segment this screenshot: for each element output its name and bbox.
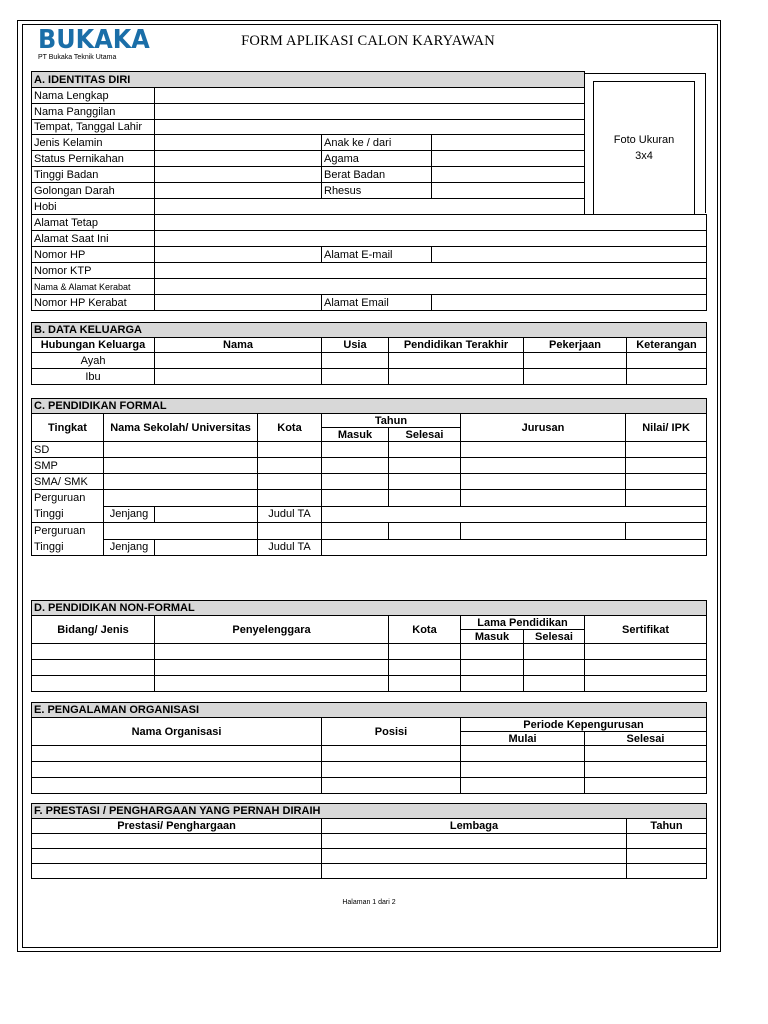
cell[interactable] (585, 778, 707, 794)
cell[interactable] (322, 474, 389, 490)
cell[interactable] (32, 676, 155, 692)
cell[interactable] (258, 523, 322, 540)
col-sekolah: Nama Sekolah/ Universitas (104, 414, 258, 442)
section-b-header: B. DATA KELUARGA (32, 323, 707, 338)
col-mulai: Mulai (461, 732, 585, 746)
field-tinggi[interactable] (155, 167, 322, 183)
field-nama-lengkap[interactable] (155, 88, 585, 104)
cell[interactable] (626, 523, 707, 540)
cell[interactable] (461, 660, 524, 676)
photo-label: Foto Ukuran (613, 134, 675, 146)
cell[interactable] (322, 458, 389, 474)
cell[interactable] (461, 442, 626, 458)
col-nama: Nama (155, 338, 322, 353)
cell[interactable] (389, 353, 524, 369)
cell[interactable] (258, 442, 322, 458)
cell[interactable] (627, 369, 707, 385)
cell[interactable] (104, 442, 258, 458)
cell[interactable] (524, 676, 585, 692)
cell[interactable] (524, 644, 585, 660)
field-hp-kerabat[interactable] (155, 295, 322, 311)
cell[interactable] (32, 746, 322, 762)
cell[interactable] (322, 442, 389, 458)
field-judul-ta-2[interactable] (322, 539, 707, 556)
cell[interactable] (389, 523, 461, 540)
col-kota: Kota (389, 616, 461, 644)
field-alamat-tetap[interactable] (155, 215, 707, 231)
cell[interactable] (585, 762, 707, 778)
page-number: Halaman 1 dari 2 (342, 899, 396, 906)
col-masuk: Masuk (322, 428, 389, 442)
field-berat[interactable] (432, 167, 585, 183)
cell[interactable] (461, 676, 524, 692)
cell[interactable] (389, 676, 461, 692)
col-usia: Usia (322, 338, 389, 353)
col-prestasi: Prestasi/ Penghargaan (32, 819, 322, 834)
cell[interactable] (322, 490, 389, 507)
cell[interactable] (155, 353, 322, 369)
field-nama-panggilan[interactable] (155, 104, 585, 120)
section-d-header: D. PENDIDIKAN NON-FORMAL (32, 601, 707, 616)
col-lembaga: Lembaga (322, 819, 627, 834)
row-sma: SMA/ SMK (32, 474, 104, 490)
cell[interactable] (32, 864, 322, 879)
cell[interactable] (322, 369, 389, 385)
label-golongan: Golongan Darah (32, 183, 155, 199)
cell[interactable] (626, 474, 707, 490)
cell[interactable] (258, 458, 322, 474)
col-selesai: Selesai (524, 630, 585, 644)
cell[interactable] (258, 474, 322, 490)
field-ttl[interactable] (155, 120, 585, 135)
cell[interactable] (461, 523, 626, 540)
cell[interactable] (322, 746, 461, 762)
cell[interactable] (104, 458, 258, 474)
cell[interactable] (389, 458, 461, 474)
cell[interactable] (155, 676, 389, 692)
cell[interactable] (104, 474, 258, 490)
label-ktp: Nomor KTP (32, 263, 155, 279)
col-posisi: Posisi (322, 718, 461, 746)
cell[interactable] (627, 864, 707, 879)
cell[interactable] (32, 644, 155, 660)
cell[interactable] (322, 778, 461, 794)
cell[interactable] (155, 506, 258, 523)
label-alamat-tetap: Alamat Tetap (32, 215, 155, 231)
cell[interactable] (461, 746, 585, 762)
col-selesai: Selesai (585, 732, 707, 746)
cell[interactable] (322, 353, 389, 369)
cell[interactable] (461, 644, 524, 660)
col-sertifikat: Sertifikat (585, 616, 707, 644)
label-jenjang-1: Jenjang (104, 506, 155, 523)
logo-wordmark: BUKAKA (38, 25, 150, 55)
cell[interactable] (32, 849, 322, 864)
label-hobi: Hobi (32, 199, 155, 215)
cell[interactable] (32, 778, 322, 794)
field-jenis-kelamin[interactable] (155, 135, 322, 151)
cell[interactable] (322, 864, 627, 879)
section-b-table (31, 322, 707, 385)
cell[interactable] (322, 834, 627, 849)
row-pt-2: Perguruan Tinggi (32, 523, 104, 556)
label-anak-ke: Anak ke / dari (322, 135, 432, 151)
cell[interactable] (585, 676, 707, 692)
col-tahun: Tahun (627, 819, 707, 834)
col-nama-organisasi: Nama Organisasi (32, 718, 322, 746)
field-email-kerabat[interactable] (432, 295, 707, 311)
label-nama-lengkap: Nama Lengkap (32, 88, 155, 104)
cell[interactable] (322, 849, 627, 864)
label-berat: Berat Badan (322, 167, 432, 183)
label-nama-panggilan: Nama Panggilan (32, 104, 155, 120)
section-f-table (31, 803, 707, 879)
cell[interactable] (155, 539, 258, 556)
cell[interactable] (461, 778, 585, 794)
col-bidang: Bidang/ Jenis (32, 616, 155, 644)
cell[interactable] (155, 369, 322, 385)
row-ayah: Ayah (32, 353, 155, 369)
company-name: PT Bukaka Teknik Utama (38, 54, 117, 61)
photo-size: 3x4 (635, 150, 653, 162)
field-hobi[interactable] (155, 199, 585, 215)
col-periode: Periode Kepengurusan (461, 718, 707, 732)
label-agama: Agama (322, 151, 432, 167)
cell[interactable] (585, 746, 707, 762)
cell[interactable] (32, 762, 322, 778)
col-selesai: Selesai (389, 428, 461, 442)
section-d-table (31, 600, 707, 692)
label-email-kerabat: Alamat Email (322, 295, 432, 311)
cell[interactable] (389, 474, 461, 490)
col-masuk: Masuk (461, 630, 524, 644)
cell[interactable] (155, 660, 389, 676)
field-ktp[interactable] (155, 263, 707, 279)
section-e-header: E. PENGALAMAN ORGANISASI (32, 703, 707, 718)
cell[interactable] (389, 644, 461, 660)
col-hubungan: Hubungan Keluarga (32, 338, 155, 353)
cell[interactable] (322, 523, 389, 540)
col-nilai: Nilai/ IPK (626, 414, 707, 442)
label-tinggi: Tinggi Badan (32, 167, 155, 183)
col-kota: Kota (258, 414, 322, 442)
col-tingkat: Tingkat (32, 414, 104, 442)
label-hp-kerabat: Nomor HP Kerabat (32, 295, 155, 311)
cell[interactable] (626, 458, 707, 474)
label-ttl: Tempat, Tanggal Lahir (32, 120, 155, 135)
label-judul-ta-2: Judul TA (258, 539, 322, 556)
row-pt-1: Perguruan Tinggi (32, 490, 104, 523)
cell[interactable] (155, 644, 389, 660)
label-alamat-kini: Alamat Saat Ini (32, 231, 155, 247)
cell[interactable] (627, 353, 707, 369)
cell[interactable] (461, 458, 626, 474)
cell[interactable] (461, 762, 585, 778)
col-pendidikan: Pendidikan Terakhir (389, 338, 524, 353)
cell[interactable] (32, 660, 155, 676)
col-penyelenggara: Penyelenggara (155, 616, 389, 644)
cell[interactable] (627, 849, 707, 864)
cell[interactable] (389, 660, 461, 676)
section-f-header: F. PRESTASI / PENGHARGAAN YANG PERNAH DIRAIH (32, 804, 707, 819)
cell[interactable] (104, 523, 258, 540)
row-ibu: Ibu (32, 369, 155, 385)
cell[interactable] (389, 490, 461, 507)
row-sd: SD (32, 442, 104, 458)
section-c-header: C. PENDIDIKAN FORMAL (32, 399, 707, 414)
label-rhesus: Rhesus (322, 183, 432, 199)
cell[interactable] (524, 369, 627, 385)
section-c-table (31, 398, 707, 556)
cell[interactable] (389, 369, 524, 385)
col-jurusan: Jurusan (461, 414, 626, 442)
cell[interactable] (389, 442, 461, 458)
company-logo (38, 25, 148, 65)
cell[interactable] (627, 834, 707, 849)
row-smp: SMP (32, 458, 104, 474)
col-pekerjaan: Pekerjaan (524, 338, 627, 353)
field-kerabat[interactable] (155, 279, 707, 295)
col-tahun: Tahun (322, 414, 461, 428)
label-jenjang-2: Jenjang (104, 539, 155, 556)
field-golongan[interactable] (155, 183, 322, 199)
label-kerabat: Nama & Alamat Kerabat (32, 279, 155, 295)
photo-box[interactable] (593, 81, 695, 215)
field-status[interactable] (155, 151, 322, 167)
col-keterangan: Keterangan (627, 338, 707, 353)
cell[interactable] (461, 490, 626, 507)
field-agama[interactable] (432, 151, 585, 167)
cell[interactable] (524, 353, 627, 369)
cell[interactable] (626, 490, 707, 507)
field-judul-ta-1[interactable] (322, 506, 707, 523)
cell[interactable] (32, 834, 322, 849)
cell[interactable] (585, 660, 707, 676)
field-alamat-kini[interactable] (155, 231, 707, 247)
label-email: Alamat E-mail (322, 247, 432, 263)
cell[interactable] (322, 762, 461, 778)
field-anak-ke[interactable] (432, 135, 585, 151)
cell[interactable] (626, 442, 707, 458)
field-rhesus[interactable] (432, 183, 585, 199)
label-jenis-kelamin: Jenis Kelamin (32, 135, 155, 151)
field-email[interactable] (432, 247, 707, 263)
col-lama: Lama Pendidikan (461, 616, 585, 630)
cell[interactable] (585, 644, 707, 660)
cell[interactable] (461, 474, 626, 490)
cell[interactable] (524, 660, 585, 676)
field-nomor-hp[interactable] (155, 247, 322, 263)
cell[interactable] (258, 490, 322, 507)
cell[interactable] (104, 490, 258, 507)
label-nomor-hp: Nomor HP (32, 247, 155, 263)
section-e-table (31, 702, 707, 794)
form-title: FORM APLIKASI CALON KARYAWAN (241, 33, 495, 49)
section-a-header: A. IDENTITAS DIRI (32, 72, 585, 88)
label-judul-ta-1: Judul TA (258, 506, 322, 523)
label-status: Status Pernikahan (32, 151, 155, 167)
